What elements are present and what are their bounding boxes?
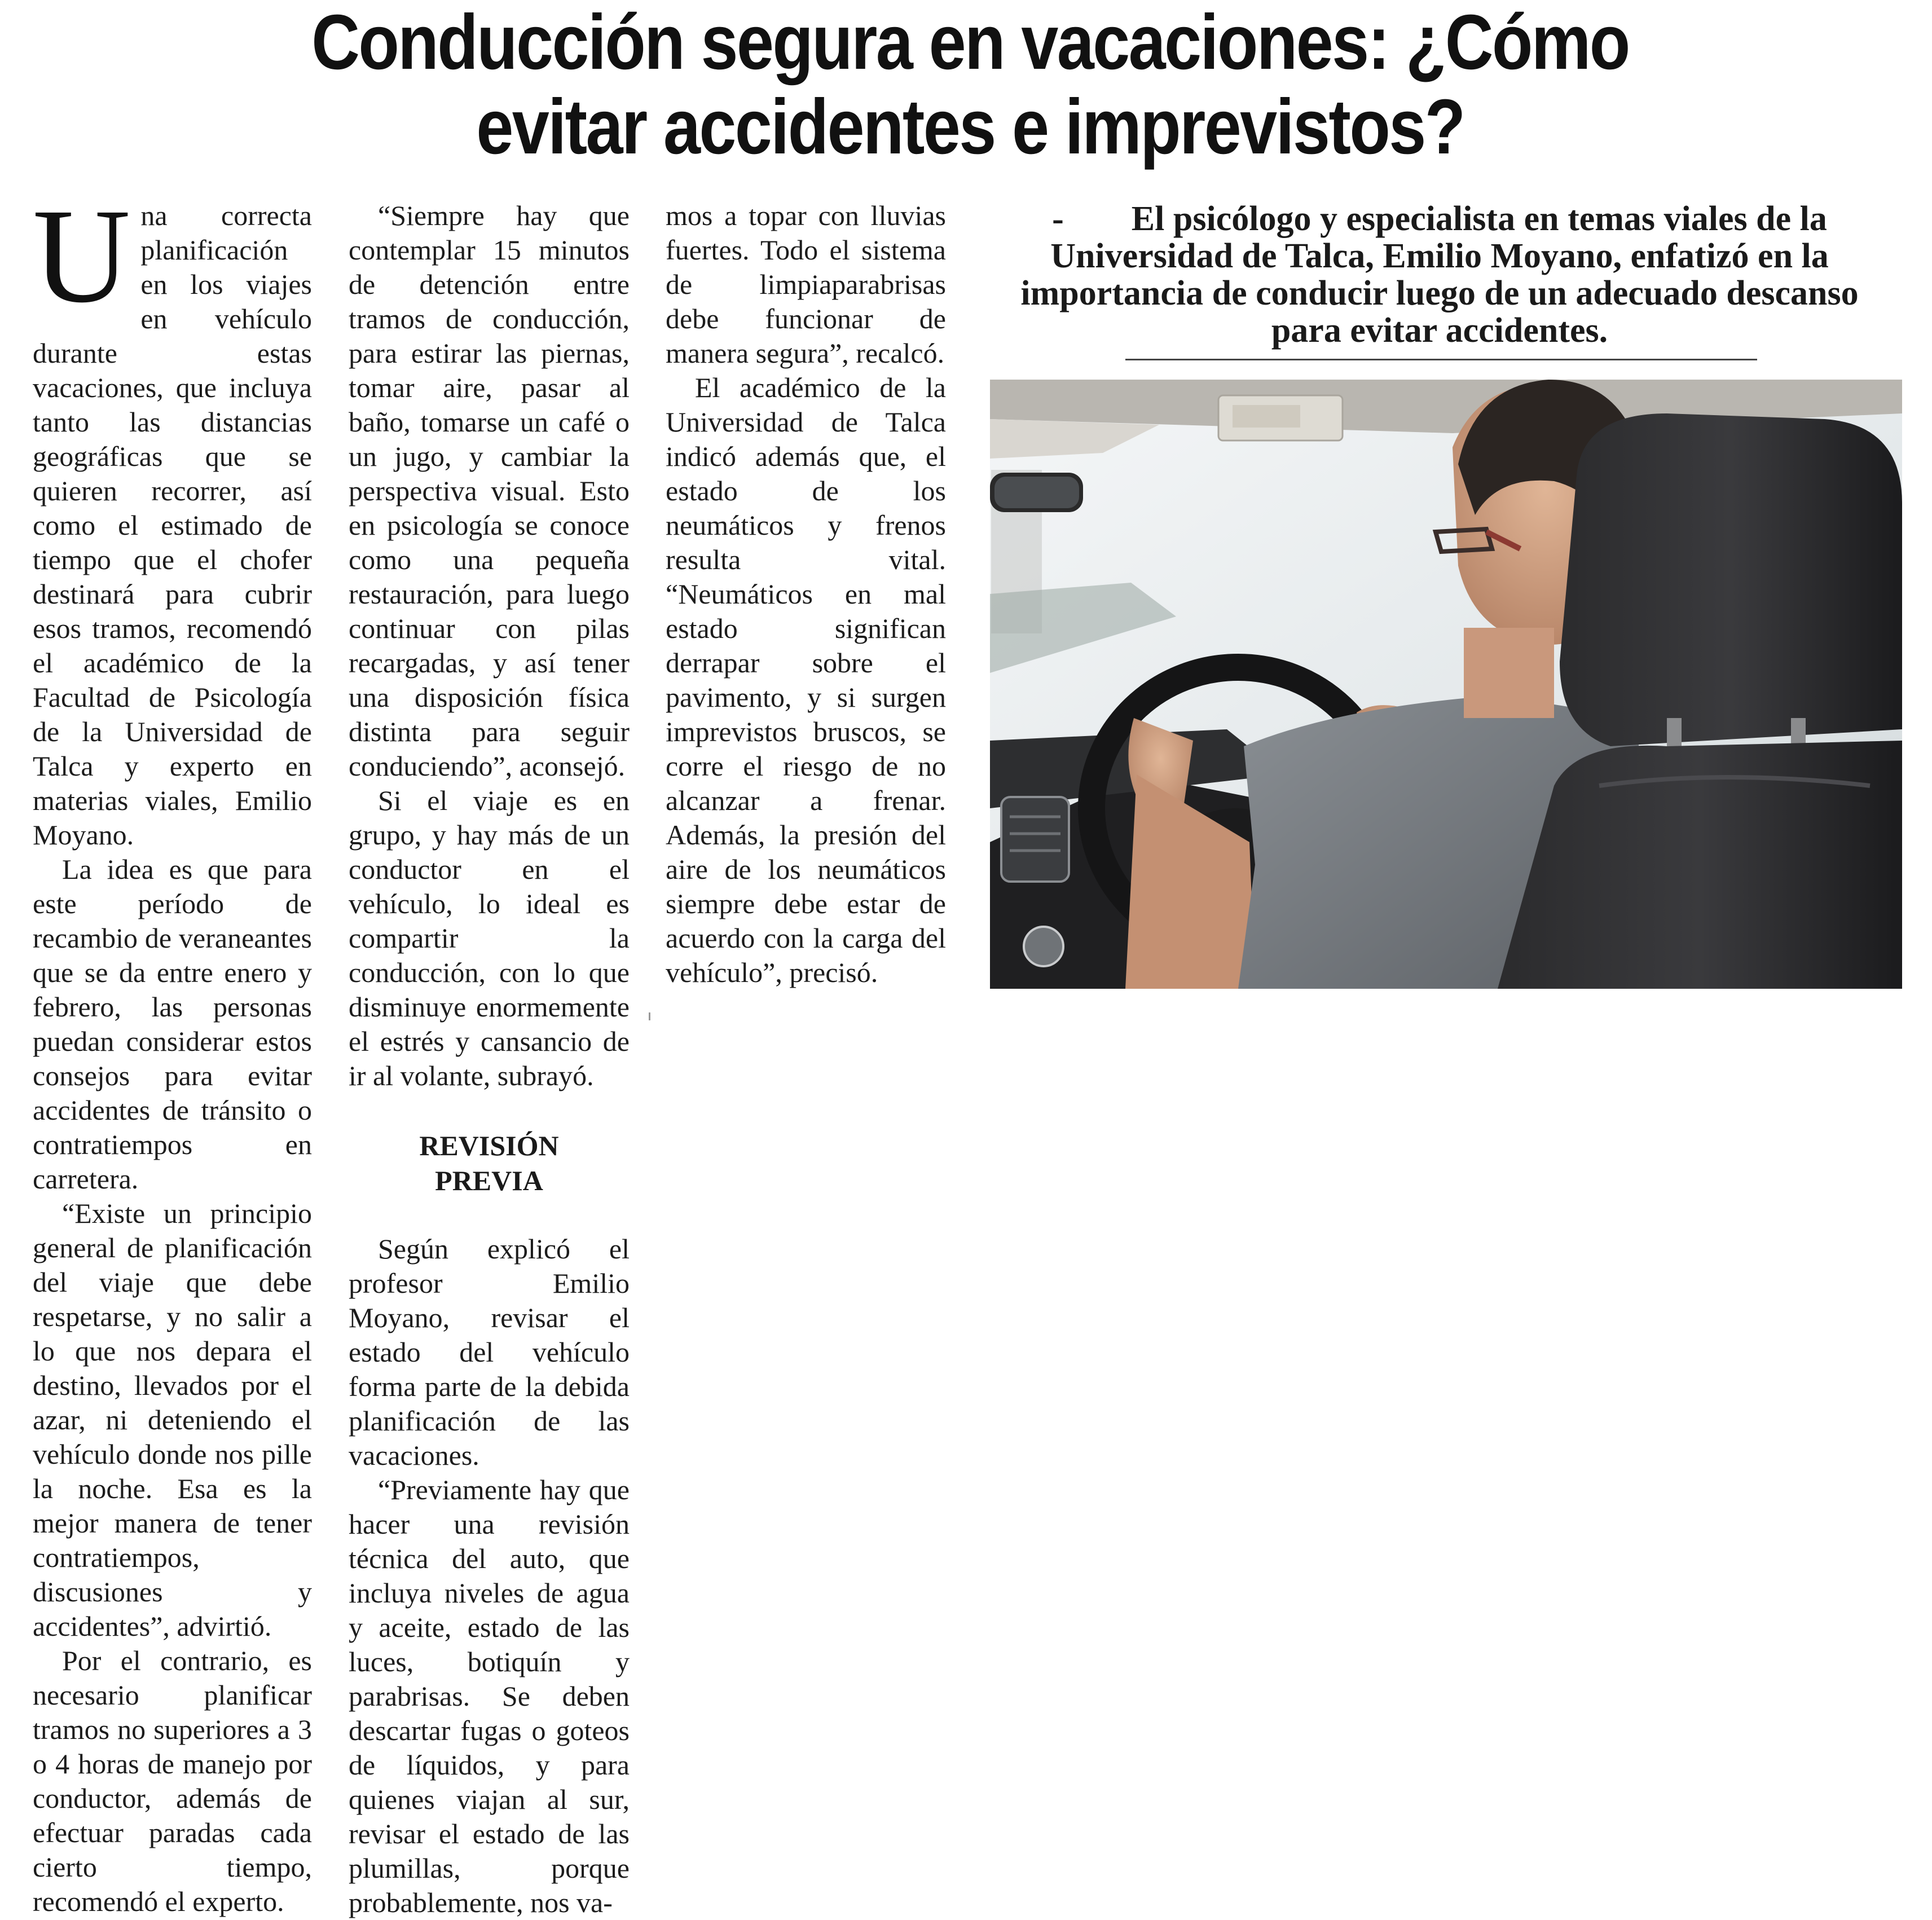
subheading-line-2: PREVIA <box>435 1165 543 1196</box>
article-column-2 <box>349 199 630 1920</box>
paragraph-1-text: na correcta planificación en los viajes en vehículo durante estas vacaciones, que incluya tanto las distancias geográficas que se quieren recorrer, así como el estimado de tiempo que el chofer destinará para cubrir esos tramos, recomendó el académico de la Facultad de Psicología de la Universidad de Talca y experto en materias viales, Emilio Moyano. <box>33 200 312 851</box>
paragraph-7: Según explicó el profesor Emilio Moyano, revisar el estado del vehículo forma parte de la debida planificación de las vacaciones. <box>349 1233 630 1471</box>
column-marker <box>649 1012 650 1020</box>
paragraph-6: Si el viaje es en grupo, y hay más de un conductor en el vehículo, lo ideal es compartir la conducción, con lo que disminuye enormemente el estrés y cansancio de ir al volante, subrayó. <box>349 785 630 1091</box>
paragraph-3: “Existe un principio general de planificación del viaje que debe respetarse, y no salir a lo que nos depara el destino, llevados por el azar, ni deteniendo el vehículo donde nos pille la noche. Esa es la mejor manera de tener contratiempos, discusiones y accidentes”, advirtió. <box>33 1197 312 1642</box>
driver-photo <box>990 380 1902 989</box>
paragraph-10: El académico de la Universidad de Talca indicó además que, el estado de los neumáticos y frenos resulta vital. “Neumáticos en mal estado significan derrapar sobre el pavimento, y si surgen imprevistos bruscos, se corre el riesgo de no alcanzar a frenar. Además, la presión del aire de los neumáticos siempre debe estar de acuerdo con la carga del vehículo”, precisó. <box>666 372 946 988</box>
paragraph-8: “Previamente hay que hacer una revisión técnica del auto, que incluya niveles de agua y aceite, estado de las luces, botiquín y parabrisas. Se deben descartar fugas o goteos de líquidos, y para quienes viajan al sur, revisar el estado de las plumillas, porque probablemente, nos va- <box>349 1474 630 1918</box>
lead-text: El psicólogo y especialista en temas viales de la Universidad de Talca, Emilio Moyano, enfatizó en la importancia de conducir luego de un adecuado descanso para evitar accidentes. <box>1020 200 1859 350</box>
article-column-3 <box>666 199 946 990</box>
paragraph-2: La idea es que para este período de recambio de veraneantes que se da entre enero y febrero, las personas puedan considerar estos consejos para evitar accidentes de tránsito o contratiempos en carretera. <box>33 853 312 1195</box>
headrest <box>1560 413 1902 746</box>
paragraph-5: “Siempre hay que contemplar 15 minutos de detención entre tramos de conducción, para estirar las piernas, tomar aire, pasar al baño, tomarse un café o un jugo, y cambiar la perspectiva visual. Esto en psicología se conoce como una pequeña restauración, para luego continuar con pilas recargadas, y así tener una disposición física distinta para seguir conduciendo”, aconsejó. <box>349 200 630 782</box>
dial-knob <box>1024 927 1063 966</box>
drop-cap: U <box>33 180 131 331</box>
headline-line-1: Conducción segura en vacaciones: ¿Cómo <box>311 0 1629 86</box>
paragraph-4: Por el contrario, es necesario planificar tramos no superiores a 3 o 4 horas de manejo por conductor, además de efectuar paradas cada cierto tiempo, recomendó el experto. <box>33 1645 312 1917</box>
air-vent <box>1001 797 1069 882</box>
paragraph-9: mos a topar con lluvias fuertes. Todo el sistema de limpiaparabrisas debe funcionar de manera segura”, recalcó. <box>666 200 946 369</box>
headline-line-2: evitar accidentes e imprevistos? <box>476 83 1464 170</box>
subheading-line-1: REVISIÓN <box>419 1130 559 1161</box>
lead-dash: - <box>1052 200 1064 238</box>
article-column-1 <box>33 180 312 1919</box>
lead-underline <box>1125 359 1757 360</box>
paragraph-1 <box>33 180 312 852</box>
section-subheading <box>349 1128 630 1198</box>
lead-summary <box>988 200 1891 349</box>
headline <box>243 0 1698 169</box>
